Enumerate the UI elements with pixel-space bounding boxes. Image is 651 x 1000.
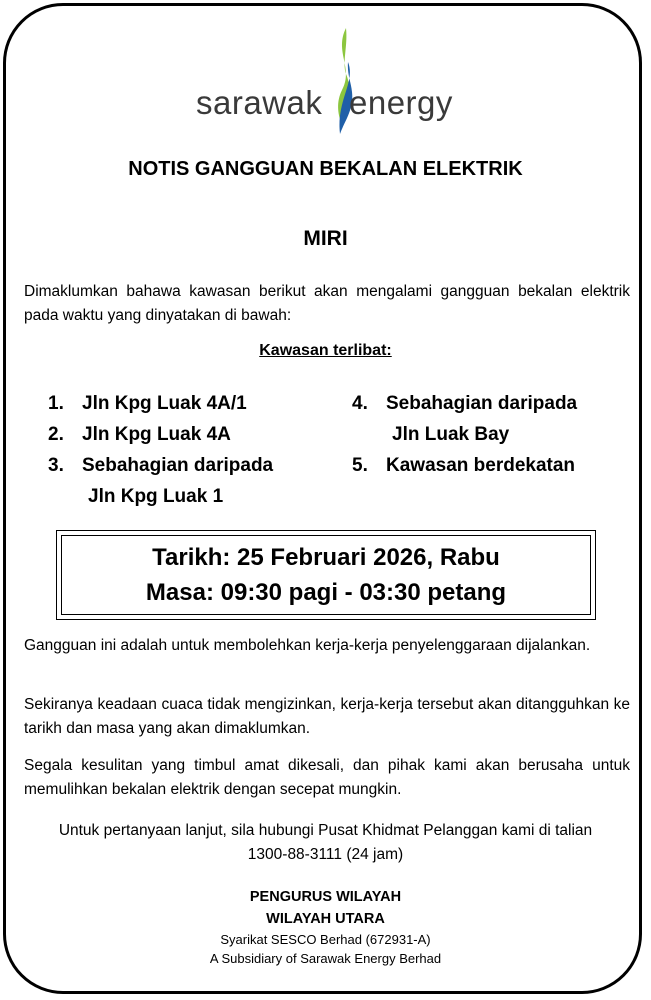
schedule-box-inner <box>61 535 591 615</box>
list-item-number: 4. <box>352 393 368 414</box>
list-item-number: 3. <box>48 455 64 476</box>
schedule-box <box>56 530 596 620</box>
list-item-text: Sebahagian daripada <box>82 455 274 476</box>
contact-info <box>0 819 651 867</box>
areas-list-right <box>352 388 577 481</box>
list-item-number: 1. <box>48 393 64 414</box>
signature-block <box>0 886 651 968</box>
list-item-text: Jln Kpg Luak 4A <box>82 424 231 445</box>
area-name: MIRI <box>303 227 348 250</box>
list-item <box>48 419 273 450</box>
list-item <box>48 450 273 481</box>
list-item <box>48 388 273 419</box>
sarawak-energy-logo <box>192 26 462 138</box>
signatory-region: WILAYAH UTARA <box>266 911 385 927</box>
logo-word-sarawak: sarawak <box>196 84 323 121</box>
list-item-continuation: Jln Luak Bay <box>392 424 510 445</box>
outage-date: Tarikh: 25 Februari 2026, Rabu <box>152 544 500 571</box>
areas-list-left <box>48 388 273 512</box>
logo-word-energy: energy <box>349 84 453 121</box>
affected-areas-heading: Kawasan terlibat: <box>259 342 392 359</box>
contact-phone: 1300-88-3111 (24 jam) <box>247 846 404 863</box>
intro-paragraph: Dimaklumkan bahawa kawasan berikut akan mengalami gangguan bekalan elektrik pada waktu yang dinyatakan di bawah: <box>24 283 630 324</box>
list-item-text: Jln Kpg Luak 4A/1 <box>82 393 247 414</box>
list-item-continuation: Jln Kpg Luak 1 <box>88 486 224 507</box>
list-item-number: 2. <box>48 424 64 445</box>
contact-line: Untuk pertanyaan lanjut, sila hubungi Pusat Khidmat Pelanggan kami di talian <box>58 822 593 839</box>
company-subsidiary: A Subsidiary of Sarawak Energy Berhad <box>209 951 442 966</box>
apology-paragraph: Segala kesulitan yang timbul amat dikesali, dan pihak kami akan berusaha untuk memulihkan bekalan elektrik dengan secepat mungkin. <box>24 757 630 798</box>
weather-paragraph: Sekiranya keadaan cuaca tidak mengizinkan, kerja-kerja tersebut akan ditangguhkan ke tarikh dan masa yang akan dimaklumkan. <box>24 696 630 737</box>
outage-time: Masa: 09:30 pagi - 03:30 petang <box>145 579 507 606</box>
signatory-title: PENGURUS WILAYAH <box>249 889 402 905</box>
notice-title: NOTIS GANGGUAN BEKALAN ELEKTRIK <box>128 158 523 180</box>
list-item <box>352 388 577 419</box>
list-item-text: Kawasan berdekatan <box>386 455 576 476</box>
list-item <box>352 450 577 481</box>
list-item-number: 5. <box>352 455 368 476</box>
company-name: Syarikat SESCO Berhad (672931-A) <box>220 932 431 947</box>
list-item-text: Sebahagian daripada <box>386 393 578 414</box>
maintenance-paragraph: Gangguan ini adalah untuk membolehkan kerja-kerja penyelenggaraan dijalankan. <box>24 637 591 654</box>
